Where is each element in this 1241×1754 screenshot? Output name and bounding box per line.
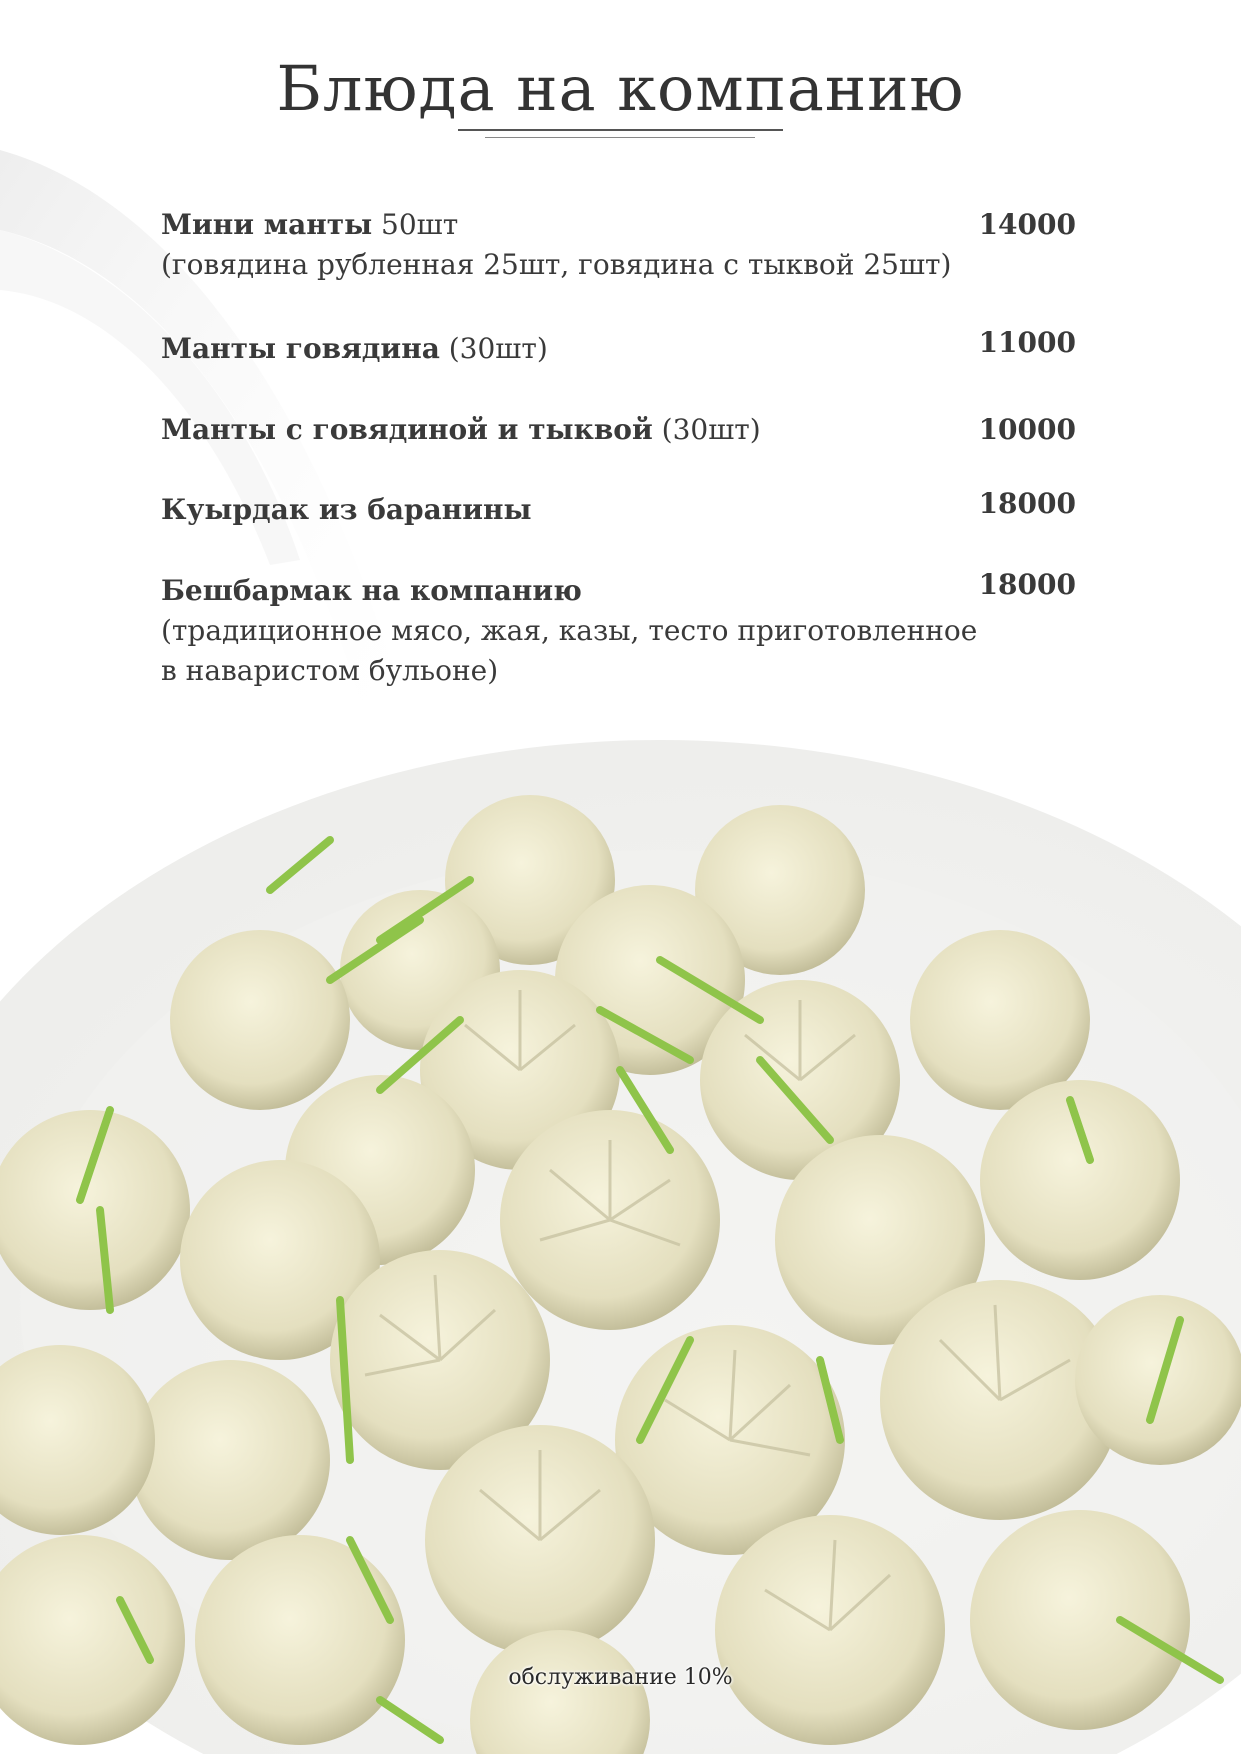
menu-item-description: (говядина рубленная 25шт, говядина с тыквой 25шт) [161, 248, 952, 281]
menu-item-name: Бешбармак на компанию [161, 574, 582, 607]
menu-item-qty: 50шт [372, 208, 459, 241]
menu-item [161, 568, 1076, 691]
service-charge-note: обслуживание 10% [508, 1665, 733, 1690]
menu-item [161, 410, 1076, 450]
page-title: Блюда на компанию [276, 52, 965, 125]
menu-item-price: 10000 [978, 413, 1076, 446]
menu-item-price: 18000 [978, 568, 1076, 601]
menu-item-price: 11000 [978, 326, 1076, 359]
menu-item-qty: (30шт) [652, 413, 761, 446]
title-underline [458, 129, 783, 131]
menu-item-title [161, 571, 1076, 611]
menu-item-description-cont: в наваристом бульоне) [161, 654, 499, 687]
menu-item-price: 14000 [978, 208, 1076, 241]
menu-item-title [161, 410, 1076, 450]
manty-plate-photo [0, 740, 1241, 1754]
menu-item-title [161, 329, 1076, 369]
menu-item [161, 205, 1076, 285]
menu-item-title [161, 490, 1076, 530]
menu-item [161, 326, 1076, 369]
menu-item [161, 487, 1076, 530]
menu-item-description: (традиционное мясо, жая, казы, тесто приготовленное [161, 614, 978, 647]
menu-item-name: Куырдак из баранины [161, 493, 532, 526]
menu-item-name: Манты говядина [161, 332, 440, 365]
menu-item-name: Манты с говядиной и тыквой [161, 413, 653, 446]
menu-item-name: Мини манты [161, 208, 373, 241]
title-underline-thin [485, 137, 755, 138]
menu-item-qty: (30шт) [439, 332, 548, 365]
menu-item-title [161, 205, 1076, 245]
menu-item-price: 18000 [978, 487, 1076, 520]
